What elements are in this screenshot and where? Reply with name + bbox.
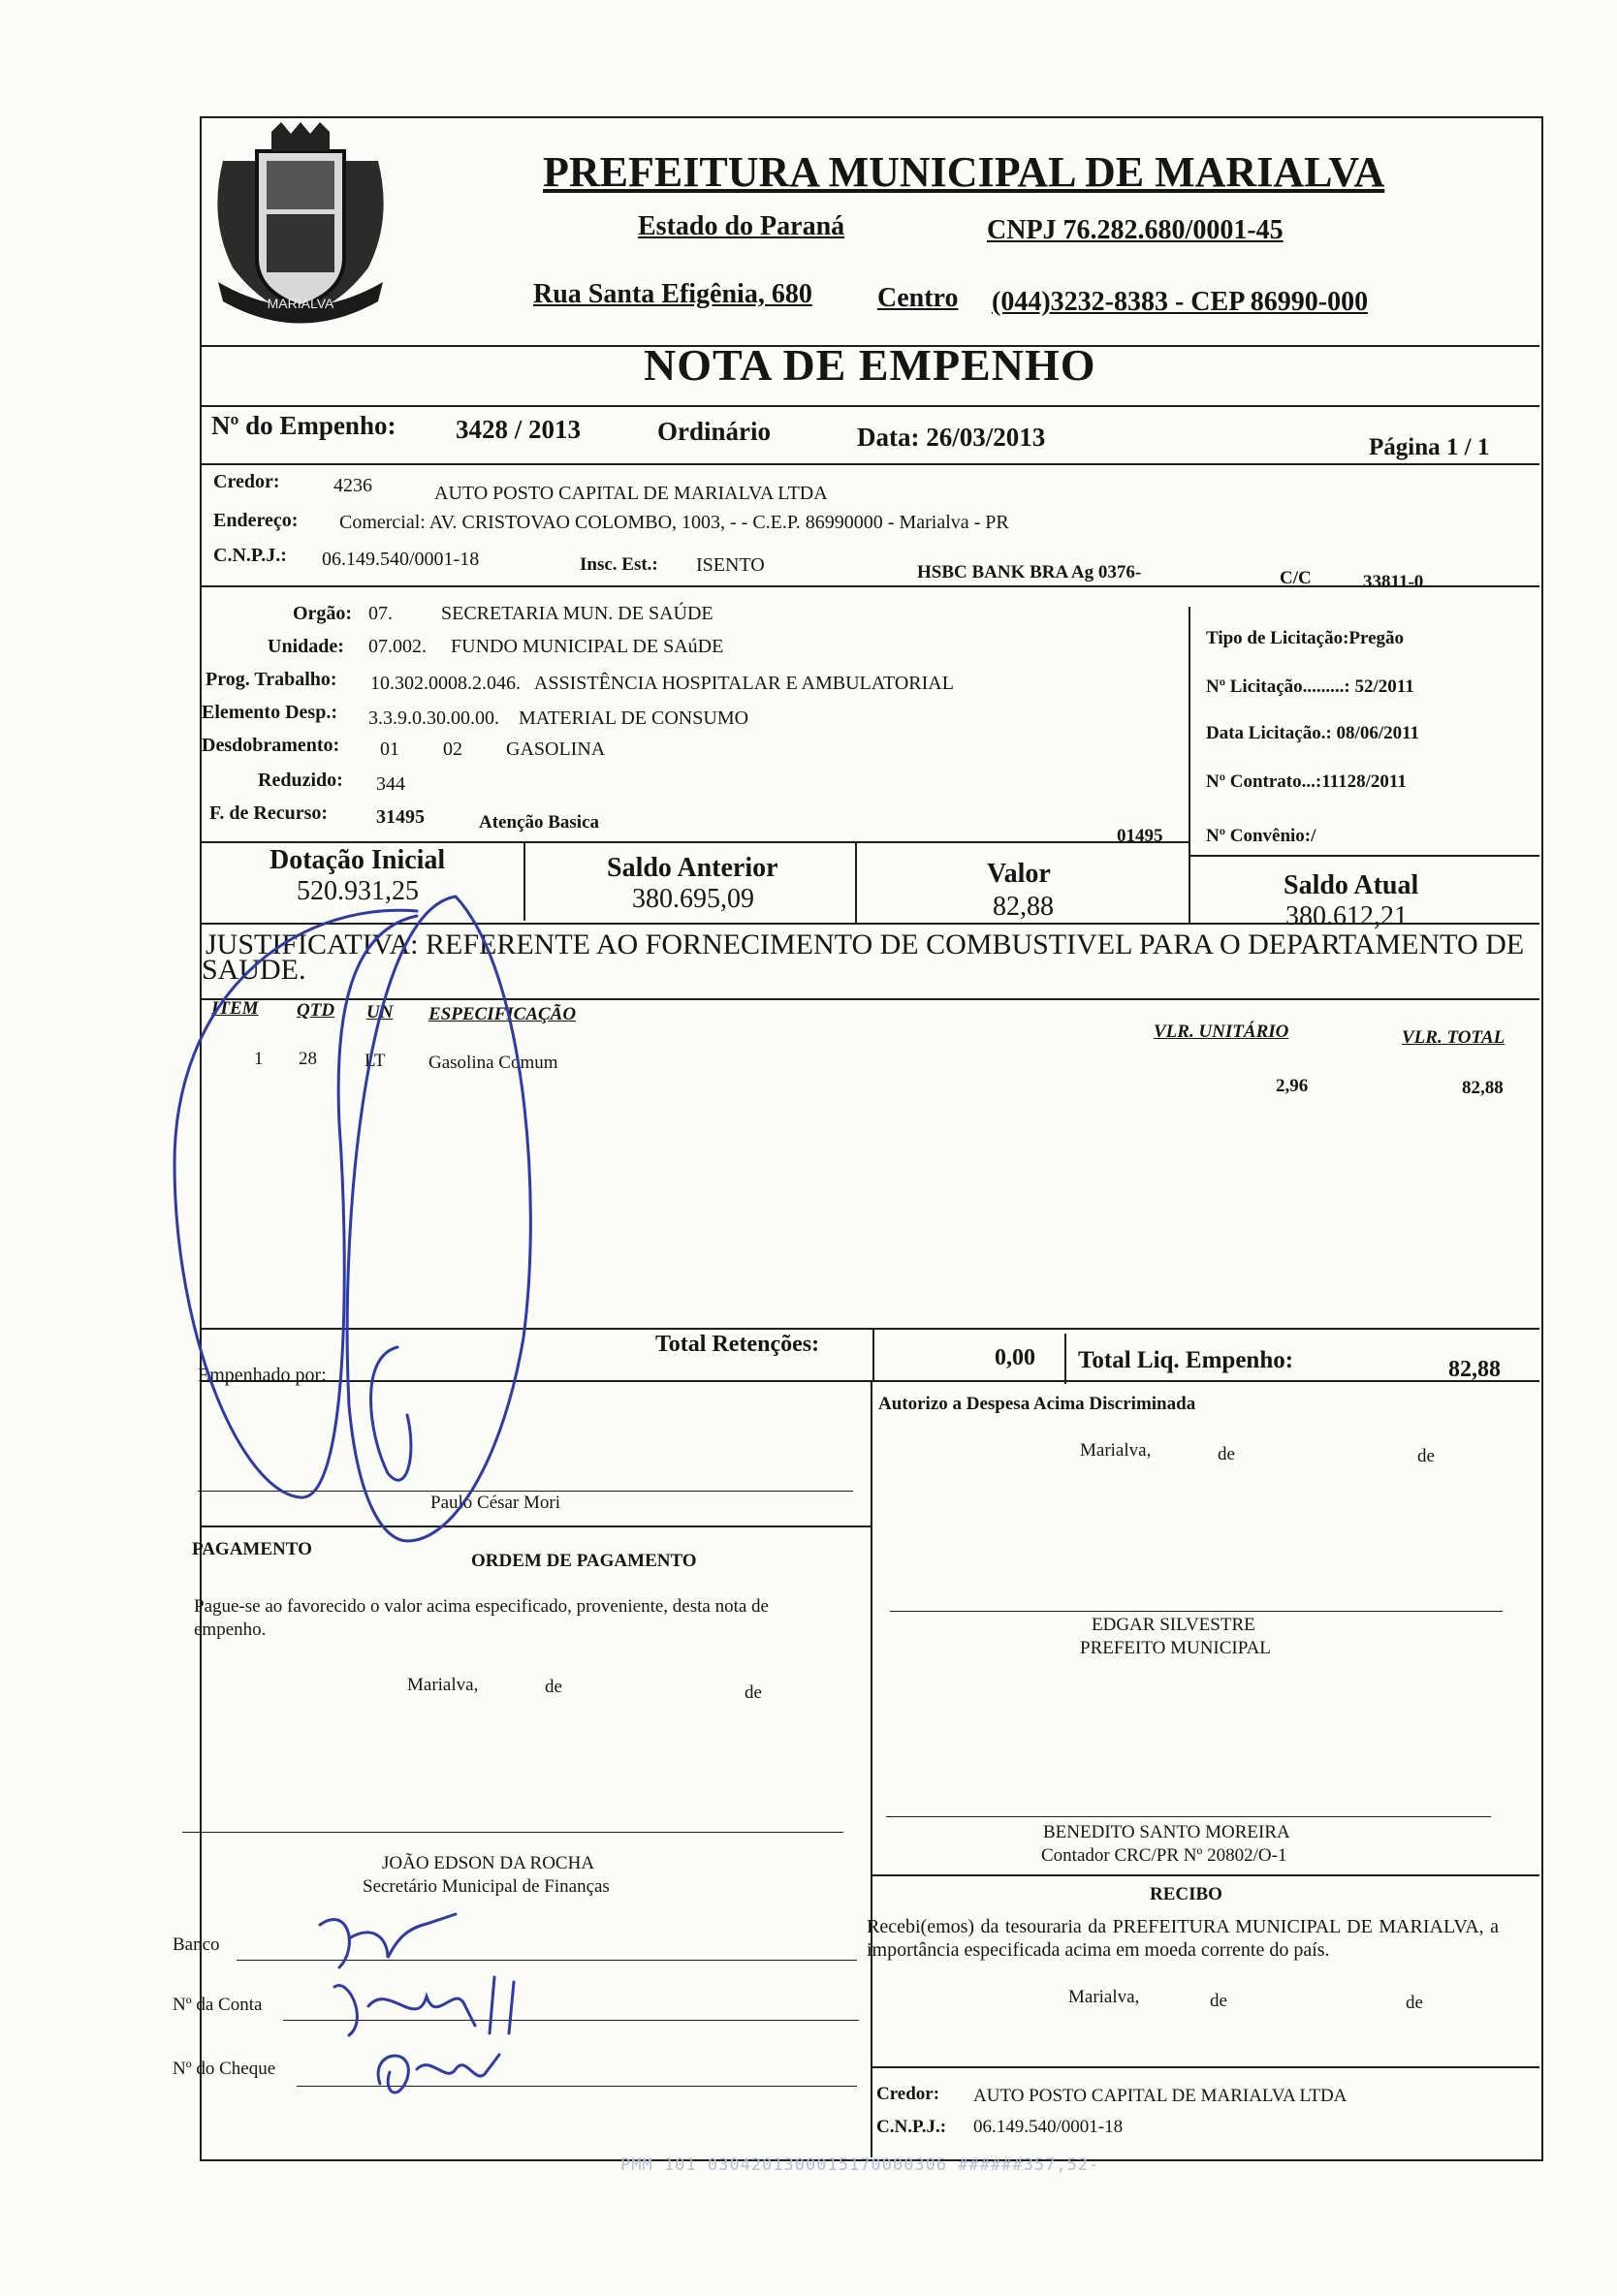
contract-number: Nº Contrato...:11128/2011 <box>1206 771 1407 792</box>
divider <box>200 585 1539 587</box>
empenho-number: 3428 / 2013 <box>456 415 582 444</box>
empenho-date: Data: 26/03/2013 <box>857 423 1046 452</box>
divider <box>871 2066 1539 2068</box>
divider <box>1189 843 1190 923</box>
recurso-value: 31495 <box>376 806 425 828</box>
signature-line <box>198 1491 853 1492</box>
saldo-anterior-label: Saldo Anterior <box>607 853 778 883</box>
licitacao-date: Data Licitação.: 08/06/2011 <box>1206 723 1420 743</box>
street-address: Rua Santa Efigênia, 680 <box>533 279 812 309</box>
justificativa-line2: SAUDE. <box>202 954 306 986</box>
divider <box>855 843 857 923</box>
phone-cep: (044)3232-8383 - CEP 86990-000 <box>992 287 1369 317</box>
autorizo-place: Marialva, <box>1080 1440 1152 1461</box>
unidade-label: Unidade: <box>268 636 344 657</box>
divider <box>200 923 1539 925</box>
reduzido-label: Reduzido: <box>258 770 343 791</box>
accountant-signature-line <box>886 1816 1491 1817</box>
recibo-text: Recebi(emos) da tesouraria da PREFEITURA MUNICIPAL DE MARIALVA, a importância especificada acima em moeda corrente do país. <box>867 1916 1499 1961</box>
col-header-item: ITEM <box>211 998 259 1019</box>
ordem-pagamento-label: ORDEM DE PAGAMENTO <box>471 1551 697 1571</box>
recibo-de1: de <box>1210 1991 1227 2011</box>
accountant-title: Contador CRC/PR Nº 20802/O-1 <box>1041 1845 1287 1866</box>
empenho-number-label: Nº do Empenho: <box>211 411 396 440</box>
divider <box>871 1380 872 2157</box>
cheque-line <box>297 2086 857 2087</box>
recibo-cnpj-label: C.N.P.J.: <box>876 2117 947 2137</box>
col-header-un: UN <box>366 1002 394 1022</box>
stamp-line: PMM 101 0304201300015170000306 ######357,52- <box>620 2155 1100 2175</box>
pagamento-de1: de <box>545 1677 562 1697</box>
insc-value: ISENTO <box>696 554 765 576</box>
account-number: 33811-0 <box>1363 572 1424 592</box>
liquido-label: Total Liq. Empenho: <box>1078 1347 1294 1373</box>
credor-label: Credor: <box>213 471 280 492</box>
credor-code: 4236 <box>333 475 372 496</box>
empenho-type: Ordinário <box>657 417 772 446</box>
account-label: C/C <box>1280 568 1312 588</box>
prog-value: 10.302.0008.2.046. ASSISTÊNCIA HOSPITALAR E AMBULATORIAL <box>370 673 954 694</box>
autorizo-label: Autorizo a Despesa Acima Discriminada <box>878 1394 1196 1414</box>
divider <box>200 405 1539 407</box>
prefeitura-cnpj: CNPJ 76.282.680/0001-45 <box>987 215 1284 245</box>
pagamento-label: PAGAMENTO <box>192 1539 312 1559</box>
pagamento-place: Marialva, <box>407 1675 479 1695</box>
conta-label: Nº da Conta <box>173 1995 263 2015</box>
divider <box>200 1328 1539 1330</box>
recibo-de2: de <box>1406 1993 1423 2013</box>
mayor-title: PREFEITO MUNICIPAL <box>1080 1638 1271 1658</box>
row-un: LT <box>365 1051 386 1071</box>
state-label: Estado do Paraná <box>638 211 845 241</box>
divider <box>200 1380 1539 1382</box>
credor-cnpj: 06.149.540/0001-18 <box>322 549 480 570</box>
recurso-description: Atenção Basica <box>479 812 600 833</box>
recibo-credor: AUTO POSTO CAPITAL DE MARIALVA LTDA <box>973 2086 1348 2106</box>
reduzido-value: 344 <box>376 773 405 795</box>
col-header-qtd: QTD <box>297 1000 335 1021</box>
divider <box>872 1330 874 1380</box>
mayor-name: EDGAR SILVESTRE <box>1092 1615 1255 1635</box>
divider <box>200 998 1539 1000</box>
svg-text:MARIALVA: MARIALVA <box>267 296 334 311</box>
retencoes-label: Total Retenções: <box>655 1332 820 1357</box>
banco-line <box>237 1960 857 1961</box>
recurso-code: 01495 <box>1117 826 1163 846</box>
autorizo-de2: de <box>1417 1446 1435 1466</box>
desdobramento-value: 01 02 GASOLINA <box>380 739 606 760</box>
mayor-signature-line <box>890 1611 1503 1612</box>
conta-line <box>283 2020 859 2021</box>
elemento-label: Elemento Desp.: <box>202 702 337 723</box>
credor-address: Comercial: AV. CRISTOVAO COLOMBO, 1003, - - C.E.P. 86990000 - Marialva - PR <box>339 512 1009 533</box>
divider <box>200 841 1189 843</box>
valor-value: 82,88 <box>993 892 1054 922</box>
saldo-anterior-value: 380.695,09 <box>632 884 754 914</box>
recibo-title: RECIBO <box>1150 1884 1222 1904</box>
col-header-especificacao: ESPECIFICAÇÃO <box>428 1004 577 1024</box>
signer-name: Paulo César Mori <box>430 1493 561 1513</box>
autorizo-de1: de <box>1218 1444 1235 1464</box>
empenhado-por-label: Empenhado por: <box>198 1365 327 1386</box>
credor-name: AUTO POSTO CAPITAL DE MARIALVA LTDA <box>434 483 828 504</box>
elemento-value: 3.3.9.0.30.00.00. MATERIAL DE CONSUMO <box>368 708 749 729</box>
dotacao-inicial-value: 520.931,25 <box>297 876 419 906</box>
secretary-name: JOÃO EDSON DA ROCHA <box>382 1853 595 1873</box>
divider <box>523 841 525 921</box>
prefeitura-title: PREFEITURA MUNICIPAL DE MARIALVA <box>543 148 1385 196</box>
dotacao-inicial-label: Dotação Inicial <box>270 845 446 875</box>
row-especificacao: Gasolina Comum <box>428 1053 558 1073</box>
accountant-name: BENEDITO SANTO MOREIRA <box>1043 1822 1290 1842</box>
divider <box>1189 607 1190 855</box>
insc-label: Insc. Est.: <box>580 554 658 575</box>
orgao-label: Orgão: <box>293 603 353 624</box>
divider <box>1064 1334 1066 1384</box>
recibo-place: Marialva, <box>1068 1987 1140 2007</box>
coat-of-arms-logo <box>204 122 397 340</box>
licitacao-type: Tipo de Licitação:Pregão <box>1206 628 1405 648</box>
divider <box>200 1525 871 1527</box>
row-vlr-total: 82,88 <box>1462 1078 1504 1098</box>
divider <box>871 1874 1539 1876</box>
justificativa-line1: JUSTIFICATIVA: REFERENTE AO FORNECIMENTO DE COMBUSTIVEL PARA O DEPARTAMENTO DE <box>206 928 1525 960</box>
document-title: NOTA DE EMPENHO <box>644 340 1096 390</box>
cheque-label: Nº do Cheque <box>173 2059 276 2079</box>
unidade-value: 07.002. FUNDO MUNICIPAL DE SAúDE <box>368 636 724 657</box>
recibo-credor-label: Credor: <box>876 2084 940 2104</box>
cnpj-label: C.N.P.J.: <box>213 545 287 566</box>
divider <box>1189 855 1539 857</box>
banco-label: Banco <box>173 1934 220 1955</box>
recibo-cnpj: 06.149.540/0001-18 <box>973 2117 1124 2137</box>
row-item: 1 <box>254 1049 264 1069</box>
secretary-title: Secretário Municipal de Finanças <box>363 1876 610 1897</box>
recurso-label: F. de Recurso: <box>209 802 329 824</box>
col-header-vlr-total: VLR. TOTAL <box>1402 1027 1506 1048</box>
bank-info: HSBC BANK BRA Ag 0376- <box>917 562 1142 582</box>
desdobramento-label: Desdobramento: <box>202 735 340 756</box>
saldo-atual-label: Saldo Atual <box>1284 870 1419 900</box>
page-number: Página 1 / 1 <box>1369 434 1490 460</box>
licitacao-number: Nº Licitação.........: 52/2011 <box>1206 676 1414 697</box>
liquido-value: 82,88 <box>1448 1357 1501 1382</box>
address-label: Endereço: <box>213 510 299 531</box>
secretary-signature-line <box>182 1832 843 1833</box>
convenio: Nº Convênio:/ <box>1206 826 1316 846</box>
prog-label: Prog. Trabalho: <box>206 669 337 690</box>
col-header-vlr-unitario: VLR. UNITÁRIO <box>1154 1022 1289 1042</box>
orgao-value: 07. SECRETARIA MUN. DE SAÚDE <box>368 603 713 624</box>
divider <box>200 463 1539 465</box>
saldo-atual-value: 380.612,21 <box>1285 901 1408 931</box>
pagamento-de2: de <box>745 1683 762 1703</box>
row-vlr-unitario: 2,96 <box>1276 1076 1309 1096</box>
row-qtd: 28 <box>299 1049 317 1069</box>
valor-label: Valor <box>987 859 1051 889</box>
district-label: Centro <box>877 283 959 313</box>
pagamento-text: Pague-se ao favorecido o valor acima especificado, proveniente, desta nota de empenho. <box>194 1596 769 1640</box>
retencoes-value: 0,00 <box>995 1345 1035 1370</box>
